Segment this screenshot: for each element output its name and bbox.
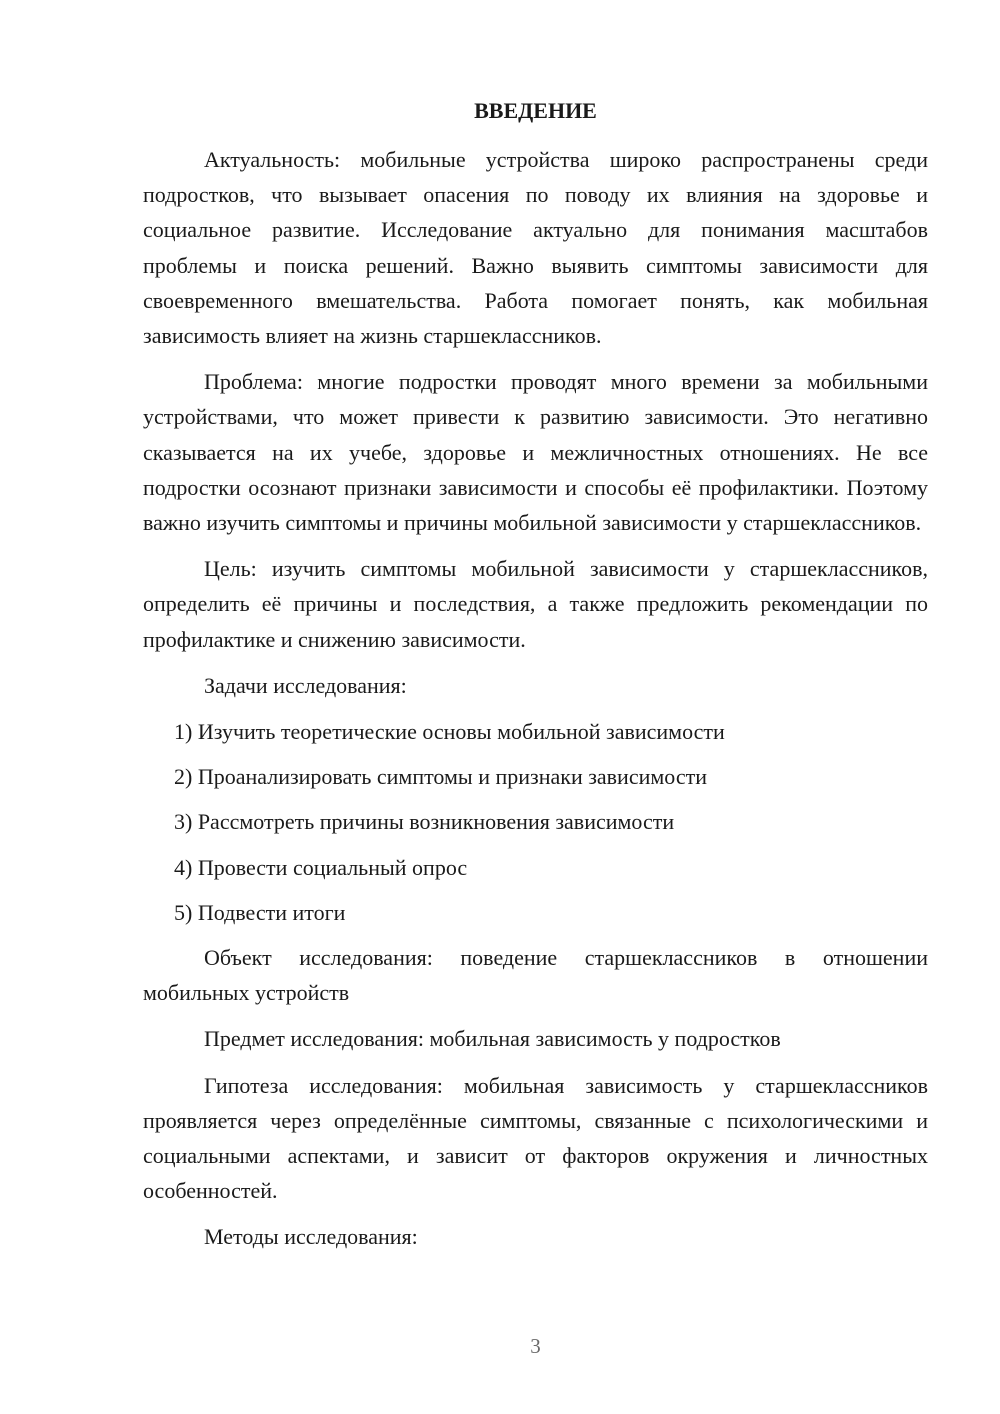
document-page	[143, 0, 928, 1414]
paragraph-subject: Предмет исследования: мобильная зависимость у подростков	[204, 1026, 781, 1052]
list-item: 4) Провести социальный опрос	[174, 854, 468, 880]
document-body	[143, 142, 928, 1266]
list-item: 5) Подвести итоги	[174, 899, 346, 925]
list-item: 2) Проанализировать симптомы и признаки зависимости	[174, 764, 707, 790]
paragraph-hypothesis: Гипотеза исследования: мобильная зависимость у старшеклассников проявляется через определённые симптомы, связанные с психологическими и социальными аспектами, и зависит от факторов окружения и личностных особенностей.	[143, 1072, 928, 1204]
paragraph-goal: Цель: изучить симптомы мобильной зависимости у старшеклассников, определить её причины и последствия, а также предложить рекомендации по профилактике и снижению зависимости.	[143, 556, 928, 652]
tasks-heading: Задачи исследования:	[204, 672, 407, 698]
paragraph-object: Объект исследования: поведение старшеклассников в отношении мобильных устройств	[143, 945, 928, 1006]
page-number: 3	[530, 1334, 541, 1358]
tasks-list	[143, 714, 928, 930]
methods-heading: Методы исследования:	[204, 1224, 418, 1250]
page-title: ВВЕДЕНИЕ	[474, 98, 597, 123]
paragraph-problem: Проблема: многие подростки проводят много времени за мобильными устройствами, что может привести к развитию зависимости. Это негативно сказывается на их учебе, здоровье и межличностных отношениях. Не все подростки осознают признаки зависимости и способы её профилактики. Поэтому важно изучить симптомы и причины мобильной зависимости у старшеклассников.	[143, 369, 928, 536]
paragraph-relevance: Актуальность: мобильные устройства широко распространены среди подростков, что вызывает опасения по поводу их влияния на здоровье и социальное развитие. Исследование актуально для понимания масштабов проблемы и поиска решений. Важно выявить симптомы зависимости для своевременного вмешательства. Работа помогает понять, как мобильная зависимость влияет на жизнь старшеклассников.	[143, 147, 928, 349]
list-item: 3) Рассмотреть причины возникновения зависимости	[174, 809, 675, 835]
list-item: 1) Изучить теоретические основы мобильной зависимости	[174, 719, 725, 745]
